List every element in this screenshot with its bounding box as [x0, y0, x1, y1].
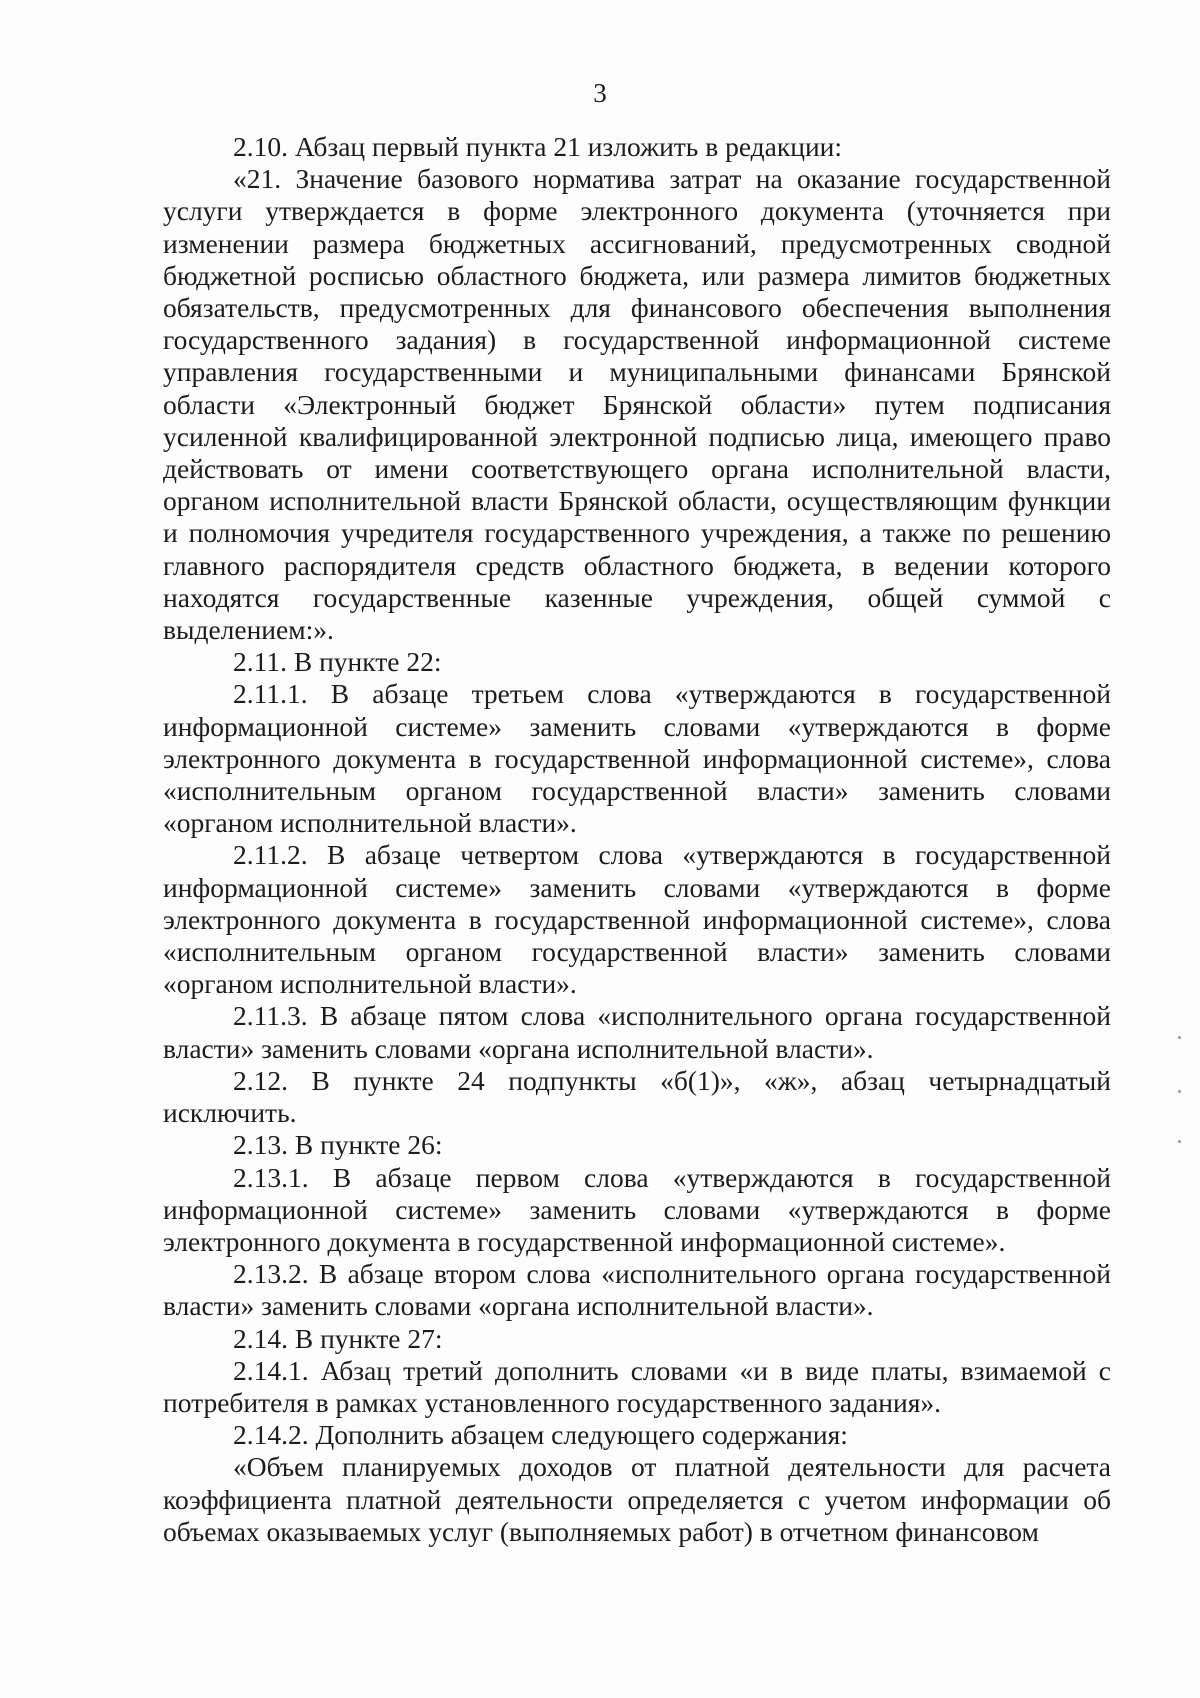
paragraph-2-14-1: 2.14.1. Абзац третий дополнить словами «и в виде платы, взимаемой с потребителя в рамках установленного государственного задания». — [163, 1354, 1111, 1418]
paragraph-income-volume: «Объем планируемых доходов от платной деятельности для расчета коэффициента платной деятельности определяется с учетом информации об объемах оказываемых услуг (выполняемых работ) в отчетном финансовом — [163, 1451, 1111, 1547]
scan-mark — [1178, 1090, 1181, 1093]
scan-mark — [1178, 1140, 1181, 1143]
scan-mark — [1178, 1036, 1181, 1039]
paragraph-2-11-3: 2.11.3. В абзаце пятом слова «исполнительного органа государственной власти» заменить словами «органа исполнительной власти». — [163, 1000, 1111, 1064]
paragraph-21-text: «21. Значение базового норматива затрат на оказание государственной услуги утверждается в форме электронного документа (уточняется при изменении размера бюджетных ассигнований, предусмотренных сводной бюджетной росписью областного бюджета, или размера лимитов бюджетных обязательств, предусмотренных для финансового обеспечения выполнения государственного задания) в государственной информационной системе управления государственными и муниципальными финансами Брянской области «Электронный бюджет Брянской области» путем подписания усиленной квалифицированной электронной подписью лица, имеющего право действовать от имени соответствующего органа исполнительной власти, органом исполнительной власти Брянской области, осуществляющим функции и полномочия учредителя государственного учреждения, а также по решению главного распорядителя средств областного бюджета, в ведении которого находятся государственные казенные учреждения, общей суммой с выделением:». — [163, 163, 1111, 646]
paragraph-2-14-2: 2.14.2. Дополнить абзацем следующего содержания: — [233, 1419, 848, 1451]
paragraph-2-11: 2.11. В пункте 22: — [233, 646, 442, 678]
page-number: 3 — [593, 78, 607, 108]
paragraph-2-11-2: 2.11.2. В абзаце четвертом слова «утверждаются в государственной информационной системе» заменить словами «утверждаются в форме электронного документа в государственной информационной системе», слова «исполнительным органом государственной власти» заменить словами «органом исполнительной власти». — [163, 839, 1111, 1000]
paragraph-2-14: 2.14. В пункте 27: — [233, 1322, 443, 1354]
paragraph-2-13-1: 2.13.1. В абзаце первом слова «утверждаются в государственной информационной системе» заменить словами «утверждаются в форме электронного документа в государственной информационной системе». — [163, 1161, 1111, 1257]
paragraph-2-13: 2.13. В пункте 26: — [233, 1129, 443, 1161]
paragraph-2-13-2: 2.13.2. В абзаце втором слова «исполнительного органа государственной власти» заменить словами «органа исполнительной власти». — [163, 1258, 1111, 1322]
paragraph-2-10: 2.10. Абзац первый пункта 21 изложить в редакции: — [233, 131, 843, 162]
paragraph-2-11-1: 2.11.1. В абзаце третьем слова «утверждаются в государственной информационной системе» заменить словами «утверждаются в форме электронного документа в государственной информационной системе», слова «исполнительным органом государственной власти» заменить словами «органом исполнительной власти». — [163, 678, 1111, 839]
document-body — [163, 131, 1111, 1548]
paragraph-2-12: 2.12. В пункте 24 подпункты «б(1)», «ж», абзац четырнадцатый исключить. — [163, 1064, 1111, 1129]
